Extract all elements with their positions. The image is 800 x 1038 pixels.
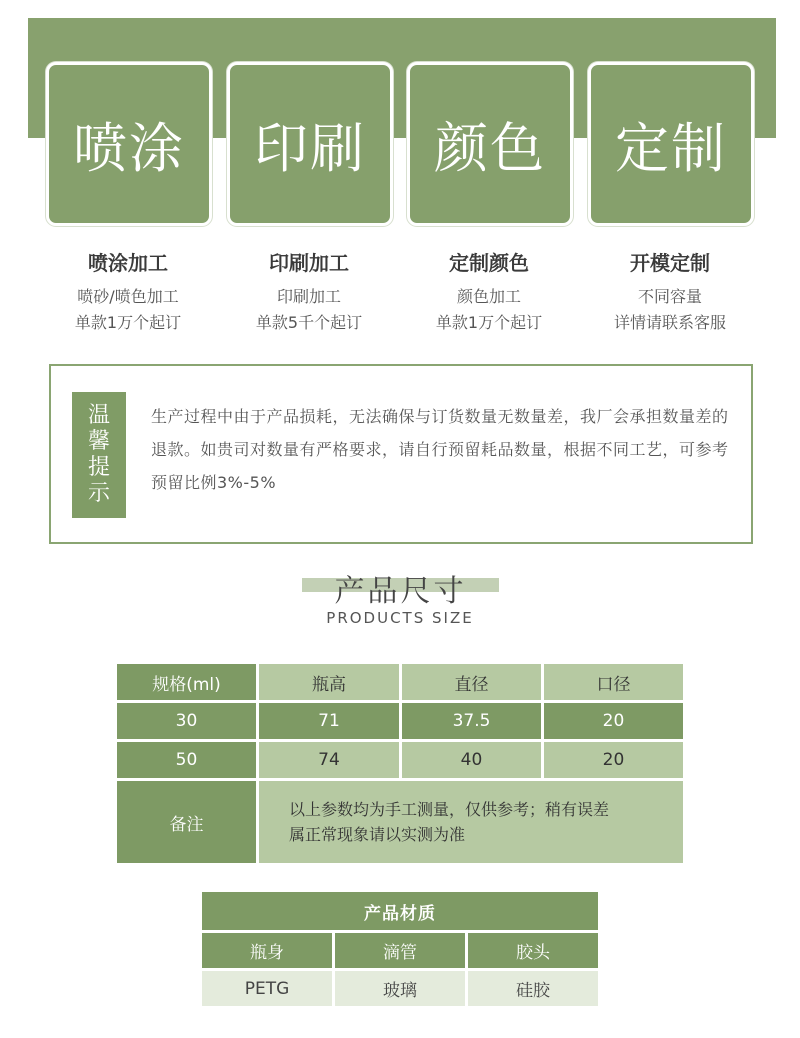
header-cell: 瓶身 (202, 933, 332, 968)
section-title: 产品尺寸 (334, 574, 467, 609)
table-cell: 硅胶 (468, 971, 598, 1006)
table-cell: 30 (117, 703, 256, 739)
service-line: 印刷加工 (276, 287, 341, 306)
table-cell: 50 (117, 742, 256, 778)
note-line: 以上参数均为手工测量，仅供参考；稍有误差 (289, 800, 610, 819)
table-cell: 玻璃 (335, 971, 465, 1006)
notice-tag (72, 392, 126, 518)
header-cell: 直径 (402, 664, 541, 700)
service-line: 详情请联系客服 (613, 313, 726, 332)
notice-text: 生产过程中由于产品损耗，无法确保与订货数量无数量差，我厂会承担数量差的退款。如贵司对数量有严格要求，请自行预留耗品数量，根据不同工艺，可参考预留比例3%-5% (151, 407, 729, 492)
notice-tag-char: 馨 (87, 429, 110, 454)
table-cell: 37.5 (402, 703, 541, 739)
section-subtitle: PRODUCTS SIZE (326, 609, 474, 627)
spec-table (117, 664, 683, 866)
notice-tag-char: 提 (87, 455, 110, 480)
table-cell: 40 (402, 742, 541, 778)
material-table (202, 892, 598, 1009)
service-line: 喷砂/喷色加工 (77, 287, 179, 306)
service-line: 单款1万个起订 (435, 313, 543, 332)
table-cell: 20 (544, 703, 683, 739)
service-line: 颜色加工 (456, 287, 521, 306)
table-cell: 20 (544, 742, 683, 778)
service-line: 单款5千个起订 (255, 313, 363, 332)
note-line: 属正常现象请以实测为准 (289, 825, 466, 844)
tile-custom: 定制 (588, 62, 754, 226)
note-label: 备注 (117, 781, 256, 863)
service-title: 定制颜色 (449, 251, 529, 275)
table-cell: PETG (202, 971, 332, 1006)
service-line: 不同容量 (637, 287, 702, 306)
service-spraying (38, 247, 218, 336)
service-title: 开模定制 (630, 251, 710, 275)
table-cell: 74 (259, 742, 399, 778)
header-cell: 滴管 (335, 933, 465, 968)
service-line: 单款1万个起订 (74, 313, 182, 332)
material-title: 产品材质 (202, 892, 598, 930)
note-text (259, 781, 683, 863)
service-title: 喷涂加工 (88, 251, 168, 275)
material-header-row (202, 933, 598, 968)
service-printing (219, 247, 399, 336)
tile-printing: 印刷 (227, 62, 393, 226)
table-cell: 71 (259, 703, 399, 739)
table-header-row (117, 664, 683, 700)
service-color (399, 247, 579, 336)
tile-color: 颜色 (407, 62, 573, 226)
header-cell: 口径 (544, 664, 683, 700)
notice-box (49, 364, 753, 544)
service-title: 印刷加工 (269, 251, 349, 275)
table-row (117, 703, 683, 739)
tile-spraying: 喷涂 (46, 62, 212, 226)
header-cell: 胶头 (468, 933, 598, 968)
notice-tag-char: 示 (87, 481, 110, 506)
notice-tag-char: 温 (87, 403, 110, 428)
service-mold (580, 247, 760, 336)
table-row (117, 742, 683, 778)
table-note-row (117, 781, 683, 863)
material-value-row (202, 971, 598, 1006)
header-cell: 规格(ml) (117, 664, 256, 700)
header-cell: 瓶高 (259, 664, 399, 700)
